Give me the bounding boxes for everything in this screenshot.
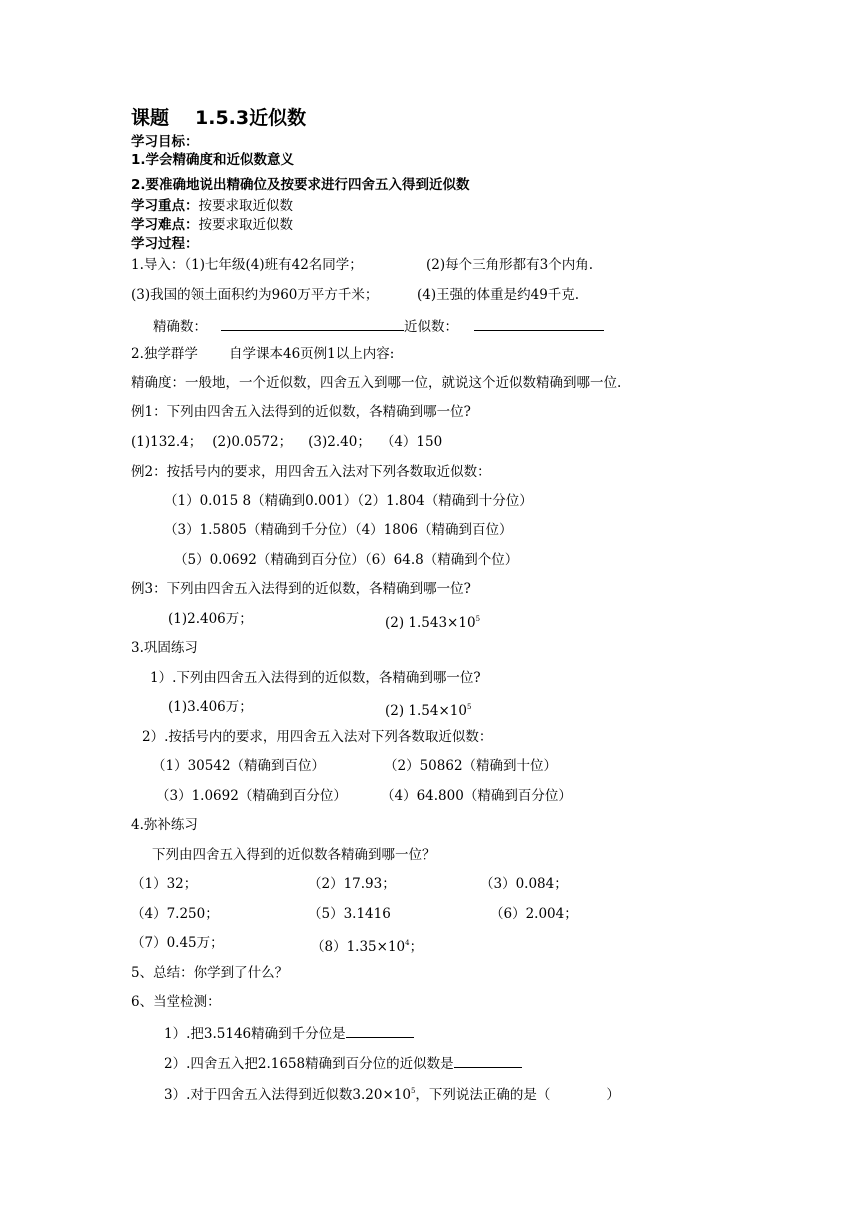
difficulty-text: 按要求取近似数 xyxy=(198,217,293,233)
key-point xyxy=(131,197,293,215)
page-title xyxy=(131,106,306,130)
test-heading: 6、当堂检测： xyxy=(131,994,221,1010)
remedial-heading: 4.弥补练习 xyxy=(131,817,198,833)
test-q2 xyxy=(164,1053,522,1073)
example-2-text: 例2：按括号内的要求，用四舍五入法对下列各数取近似数： xyxy=(131,464,491,480)
remedial-item: （4）7.250； xyxy=(131,906,219,922)
example-1-items xyxy=(131,433,442,451)
remedial-item: （7）0.45万； xyxy=(131,935,224,951)
test-q2-blank[interactable] xyxy=(454,1053,522,1068)
remedial-question: 下列由四舍五入得到的近似数各精确到哪一位？ xyxy=(152,847,436,863)
example-3-item-2 xyxy=(385,610,480,632)
consolidate-q1-item-1: (1)3.406万； xyxy=(168,699,253,715)
test-q1-text: 1）.把3.5146精确到千分位是 xyxy=(164,1026,346,1042)
title-text: 1.5.3近似数 xyxy=(195,107,307,129)
example-1-item: (1)132.4； xyxy=(131,434,203,450)
intro-line-1b: (2)每个三角形都有3个内角. xyxy=(426,257,594,273)
test-q3-exp: 5 xyxy=(410,1087,416,1095)
remedial-item-8-exp: 4 xyxy=(405,939,410,947)
objectives-heading: 学习目标： xyxy=(131,134,199,150)
intro-line-2b: (4)王强的体重是约49千克. xyxy=(417,287,580,303)
test-q3-base: 3）.对于四舍五入法得到近似数3.20×10 xyxy=(164,1087,411,1103)
key-point-label: 学习重点： xyxy=(131,198,199,214)
objective-item-1: 1.学会精确度和近似数意义 xyxy=(131,152,295,168)
example-2-row: （3）1.5805（精确到千分位）（4）1806（精确到百位） xyxy=(164,522,513,538)
self-study-text: 自学课本46页例1以上内容: xyxy=(229,346,395,362)
test-q3-tail: ，下列说法正确的是（ xyxy=(415,1087,551,1103)
remedial-item-8 xyxy=(311,934,423,956)
test-q3-close: ） xyxy=(606,1087,620,1103)
intro-fill-line xyxy=(153,316,604,336)
consolidate-q1-item-2-base: (2) 1.54×10 xyxy=(385,703,467,719)
consolidate-q1-item-2 xyxy=(385,698,471,720)
test-q1-blank[interactable] xyxy=(346,1023,414,1038)
remedial-item: （2）17.93； xyxy=(308,876,396,892)
process-heading: 学习过程： xyxy=(131,236,199,252)
approx-blank[interactable] xyxy=(474,316,604,331)
example-1-item: (3)2.40； xyxy=(308,434,371,450)
example-3-text: 例3：下列由四舍五入法得到的近似数，各精确到哪一位? xyxy=(131,581,471,597)
test-q1 xyxy=(164,1023,414,1043)
self-study-heading: 2.独学群学 xyxy=(131,346,198,362)
consolidate-q2-item: （2）50862（精确到十位） xyxy=(384,758,558,774)
summary-text: 5、总结：你学到了什么？ xyxy=(131,965,289,981)
remedial-item-8-base: （8）1.35×10 xyxy=(311,939,406,955)
approx-label: 近似数： xyxy=(404,319,458,335)
objective-item-2: 2.要准确地说出精确位及按要求进行四舍五入得到近似数 xyxy=(131,177,470,193)
consolidate-q1-item-2-exp: 5 xyxy=(466,703,472,711)
consolidate-heading: 3.巩固练习 xyxy=(131,640,198,656)
title-label: 课题 xyxy=(131,107,170,129)
example-3-item-2-exp: 5 xyxy=(475,615,481,623)
example-3-item-1: (1)2.406万； xyxy=(168,611,253,627)
remedial-item: （6）2.004； xyxy=(490,906,578,922)
consolidate-q1: 1）.下列由四舍五入法得到的近似数，各精确到哪一位? xyxy=(150,670,481,686)
consolidate-q2: 2）.按括号内的要求，用四舍五入法对下列各数取近似数： xyxy=(142,729,493,745)
consolidate-q2-item: （3）1.0692（精确到百分位） xyxy=(156,788,347,804)
difficulty-label: 学习难点： xyxy=(131,217,199,233)
test-q3 xyxy=(164,1082,620,1104)
test-q2-text: 2）.四舍五入把2.1658精确到百分位的近似数是 xyxy=(164,1056,454,1072)
consolidate-q2-item: （4）64.800（精确到百分位） xyxy=(381,788,572,804)
exact-label: 精确数： xyxy=(153,319,207,335)
remedial-item-8-tail: ； xyxy=(409,939,424,955)
intro-line-1a: 1.导入：（1)七年级(4)班有42名同学； xyxy=(131,257,363,273)
exact-blank[interactable] xyxy=(221,316,404,331)
remedial-item: （1）32； xyxy=(131,876,198,892)
key-point-text: 按要求取近似数 xyxy=(198,198,293,214)
consolidate-q2-item: （1）30542（精确到百位） xyxy=(152,758,326,774)
example-1-item: (2)0.0572； xyxy=(212,434,293,450)
precision-definition: 精确度：一般地，一个近似数，四舍五入到哪一位，就说这个近似数精确到哪一位. xyxy=(131,375,622,391)
example-2-row: （5）0.0692（精确到百分位）（6）64.8（精确到个位） xyxy=(174,552,519,568)
remedial-item: （3）0.084； xyxy=(480,876,568,892)
example-1-item: （4）150 xyxy=(380,434,443,450)
intro-line-2a: (3)我国的领土面积约为960万平方千米； xyxy=(131,287,379,303)
remedial-item: （5）3.1416 xyxy=(308,906,391,922)
example-3-item-2-base: (2) 1.543×10 xyxy=(385,615,476,631)
example-1-text: 例1：下列由四舍五入法得到的近似数，各精确到哪一位? xyxy=(131,404,471,420)
example-2-row: （1）0.015 8（精确到0.001）（2）1.804（精确到十分位） xyxy=(164,493,533,509)
difficulty xyxy=(131,216,293,234)
